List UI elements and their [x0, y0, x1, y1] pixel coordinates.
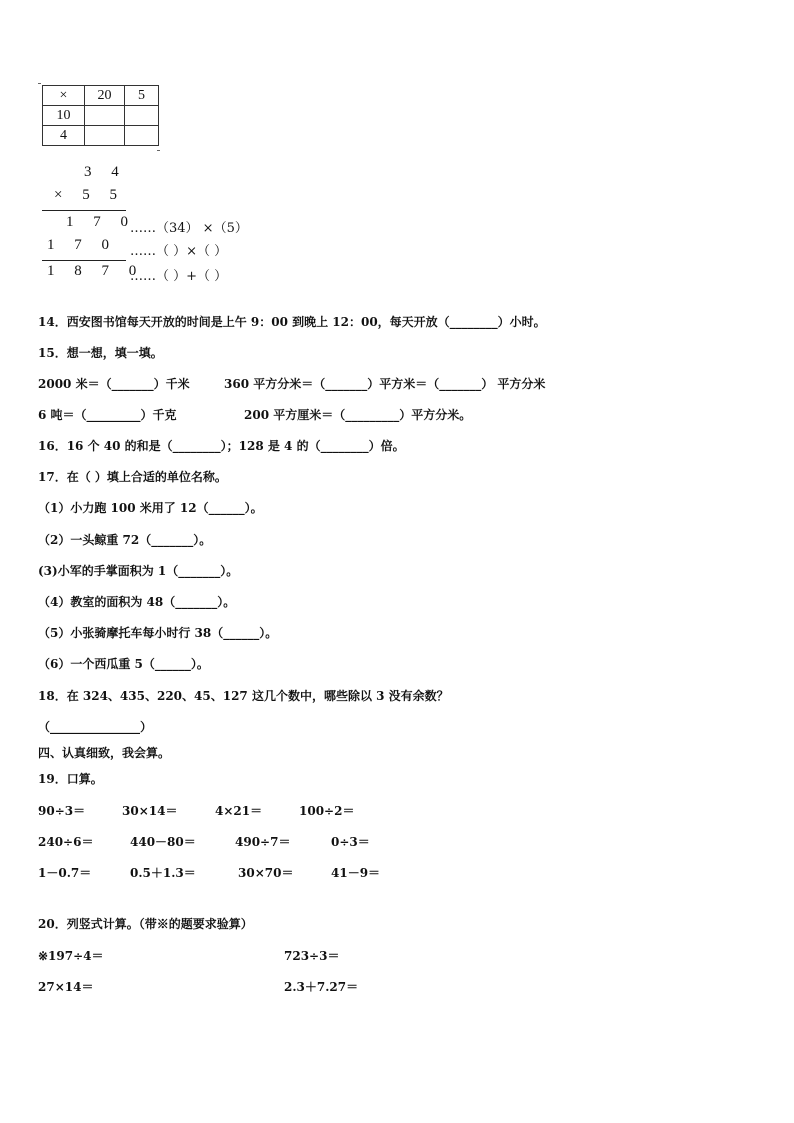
- multiplication-grid: [42, 85, 159, 146]
- vertical-note-3: ……（34） ×（5）: [130, 221, 248, 236]
- vertical-rule: [42, 260, 126, 261]
- grid-cell: [125, 106, 159, 126]
- question-17-item: （6）一个西瓜重 5（______）。: [38, 657, 209, 671]
- question-19-title: 19．口算。: [38, 772, 103, 786]
- question-17-item: （1）小力跑 100 米用了 12（______）。: [38, 501, 263, 515]
- oral-calc: 490÷7＝: [235, 835, 291, 849]
- grid-cell: 4: [43, 126, 85, 146]
- oral-calc: 440－80＝: [130, 835, 196, 849]
- oral-calc: 30×14＝: [122, 804, 178, 818]
- vertical-line-1: 3 4: [84, 164, 127, 180]
- section-4-heading: 四、认真细致，我会算。: [38, 746, 171, 760]
- grid-row: [43, 106, 159, 126]
- corner-mark: [38, 83, 41, 84]
- grid-cell: [85, 106, 125, 126]
- question-18-answer: （_______________）: [38, 720, 153, 734]
- question-15-c: 6 吨＝（_________）千克: [38, 408, 177, 422]
- oral-calc: 240÷6＝: [38, 835, 94, 849]
- question-16: 16．16 个 40 的和是（________）；128 是 4 的（________）倍。: [38, 439, 405, 453]
- question-15-title: 15．想一想，填一填。: [38, 346, 163, 360]
- question-15-b: 360 平方分米＝（_______）平方米＝（_______） 平方分米: [224, 377, 546, 391]
- grid-cell: ×: [43, 86, 85, 106]
- question-20-title: 20．列竖式计算。（带※的题要求验算）: [38, 917, 253, 931]
- oral-calc: 30×70＝: [238, 866, 294, 880]
- vertical-calc-item: 2.3＋7.27＝: [284, 980, 359, 994]
- oral-calc: 41－9＝: [331, 866, 381, 880]
- oral-calc: 0.5＋1.3＝: [130, 866, 196, 880]
- vertical-note-4: ……（ ）×（ ）: [130, 244, 228, 259]
- vertical-note-5: ……（ ）+（ ）: [130, 269, 228, 284]
- grid-header-row: [43, 86, 159, 106]
- oral-calc: 90÷3＝: [38, 804, 86, 818]
- grid-row: [43, 126, 159, 146]
- vertical-calc-item: 723÷3＝: [284, 949, 340, 963]
- corner-mark: [157, 150, 160, 151]
- question-17-item: （5）小张骑摩托车每小时行 38（______）。: [38, 626, 278, 640]
- question-18-title: 18．在 324、435、220、45、127 这几个数中，哪些除以 3 没有余数？: [38, 689, 449, 703]
- grid-cell: 10: [43, 106, 85, 126]
- oral-calc: 4×21＝: [215, 804, 263, 818]
- question-17-item: （2）一头鲸重 72（_______）。: [38, 533, 212, 547]
- question-17-item: （4）教室的面积为 48（_______）。: [38, 595, 236, 609]
- vertical-line-3: 1 7 0: [66, 214, 136, 230]
- question-15-a: 2000 米＝（_______）千米: [38, 377, 190, 391]
- vertical-line-5: 1 8 7 0: [47, 263, 145, 279]
- grid-cell: [85, 126, 125, 146]
- question-14: 14．西安图书馆每天开放的时间是上午 9：00 到晚上 12：00，每天开放（________）小时。: [38, 315, 546, 329]
- question-17-title: 17．在（ ）填上合适的单位名称。: [38, 470, 227, 484]
- vertical-calc-item: ※197÷4＝: [38, 949, 104, 963]
- question-15-d: 200 平方厘米＝（_________）平方分米。: [244, 408, 472, 422]
- vertical-calc-item: 27×14＝: [38, 980, 94, 994]
- grid-cell: 20: [85, 86, 125, 106]
- question-17-item: (3)小军的手掌面积为 1（_______）。: [38, 564, 239, 578]
- oral-calc: 0÷3＝: [331, 835, 370, 849]
- oral-calc: 100÷2＝: [299, 804, 355, 818]
- vertical-line-2: × 5 5: [54, 187, 125, 203]
- vertical-rule: [42, 210, 126, 211]
- grid-cell: 5: [125, 86, 159, 106]
- oral-calc: 1－0.7＝: [38, 866, 92, 880]
- vertical-line-4: 1 7 0: [47, 237, 117, 253]
- grid-cell: [125, 126, 159, 146]
